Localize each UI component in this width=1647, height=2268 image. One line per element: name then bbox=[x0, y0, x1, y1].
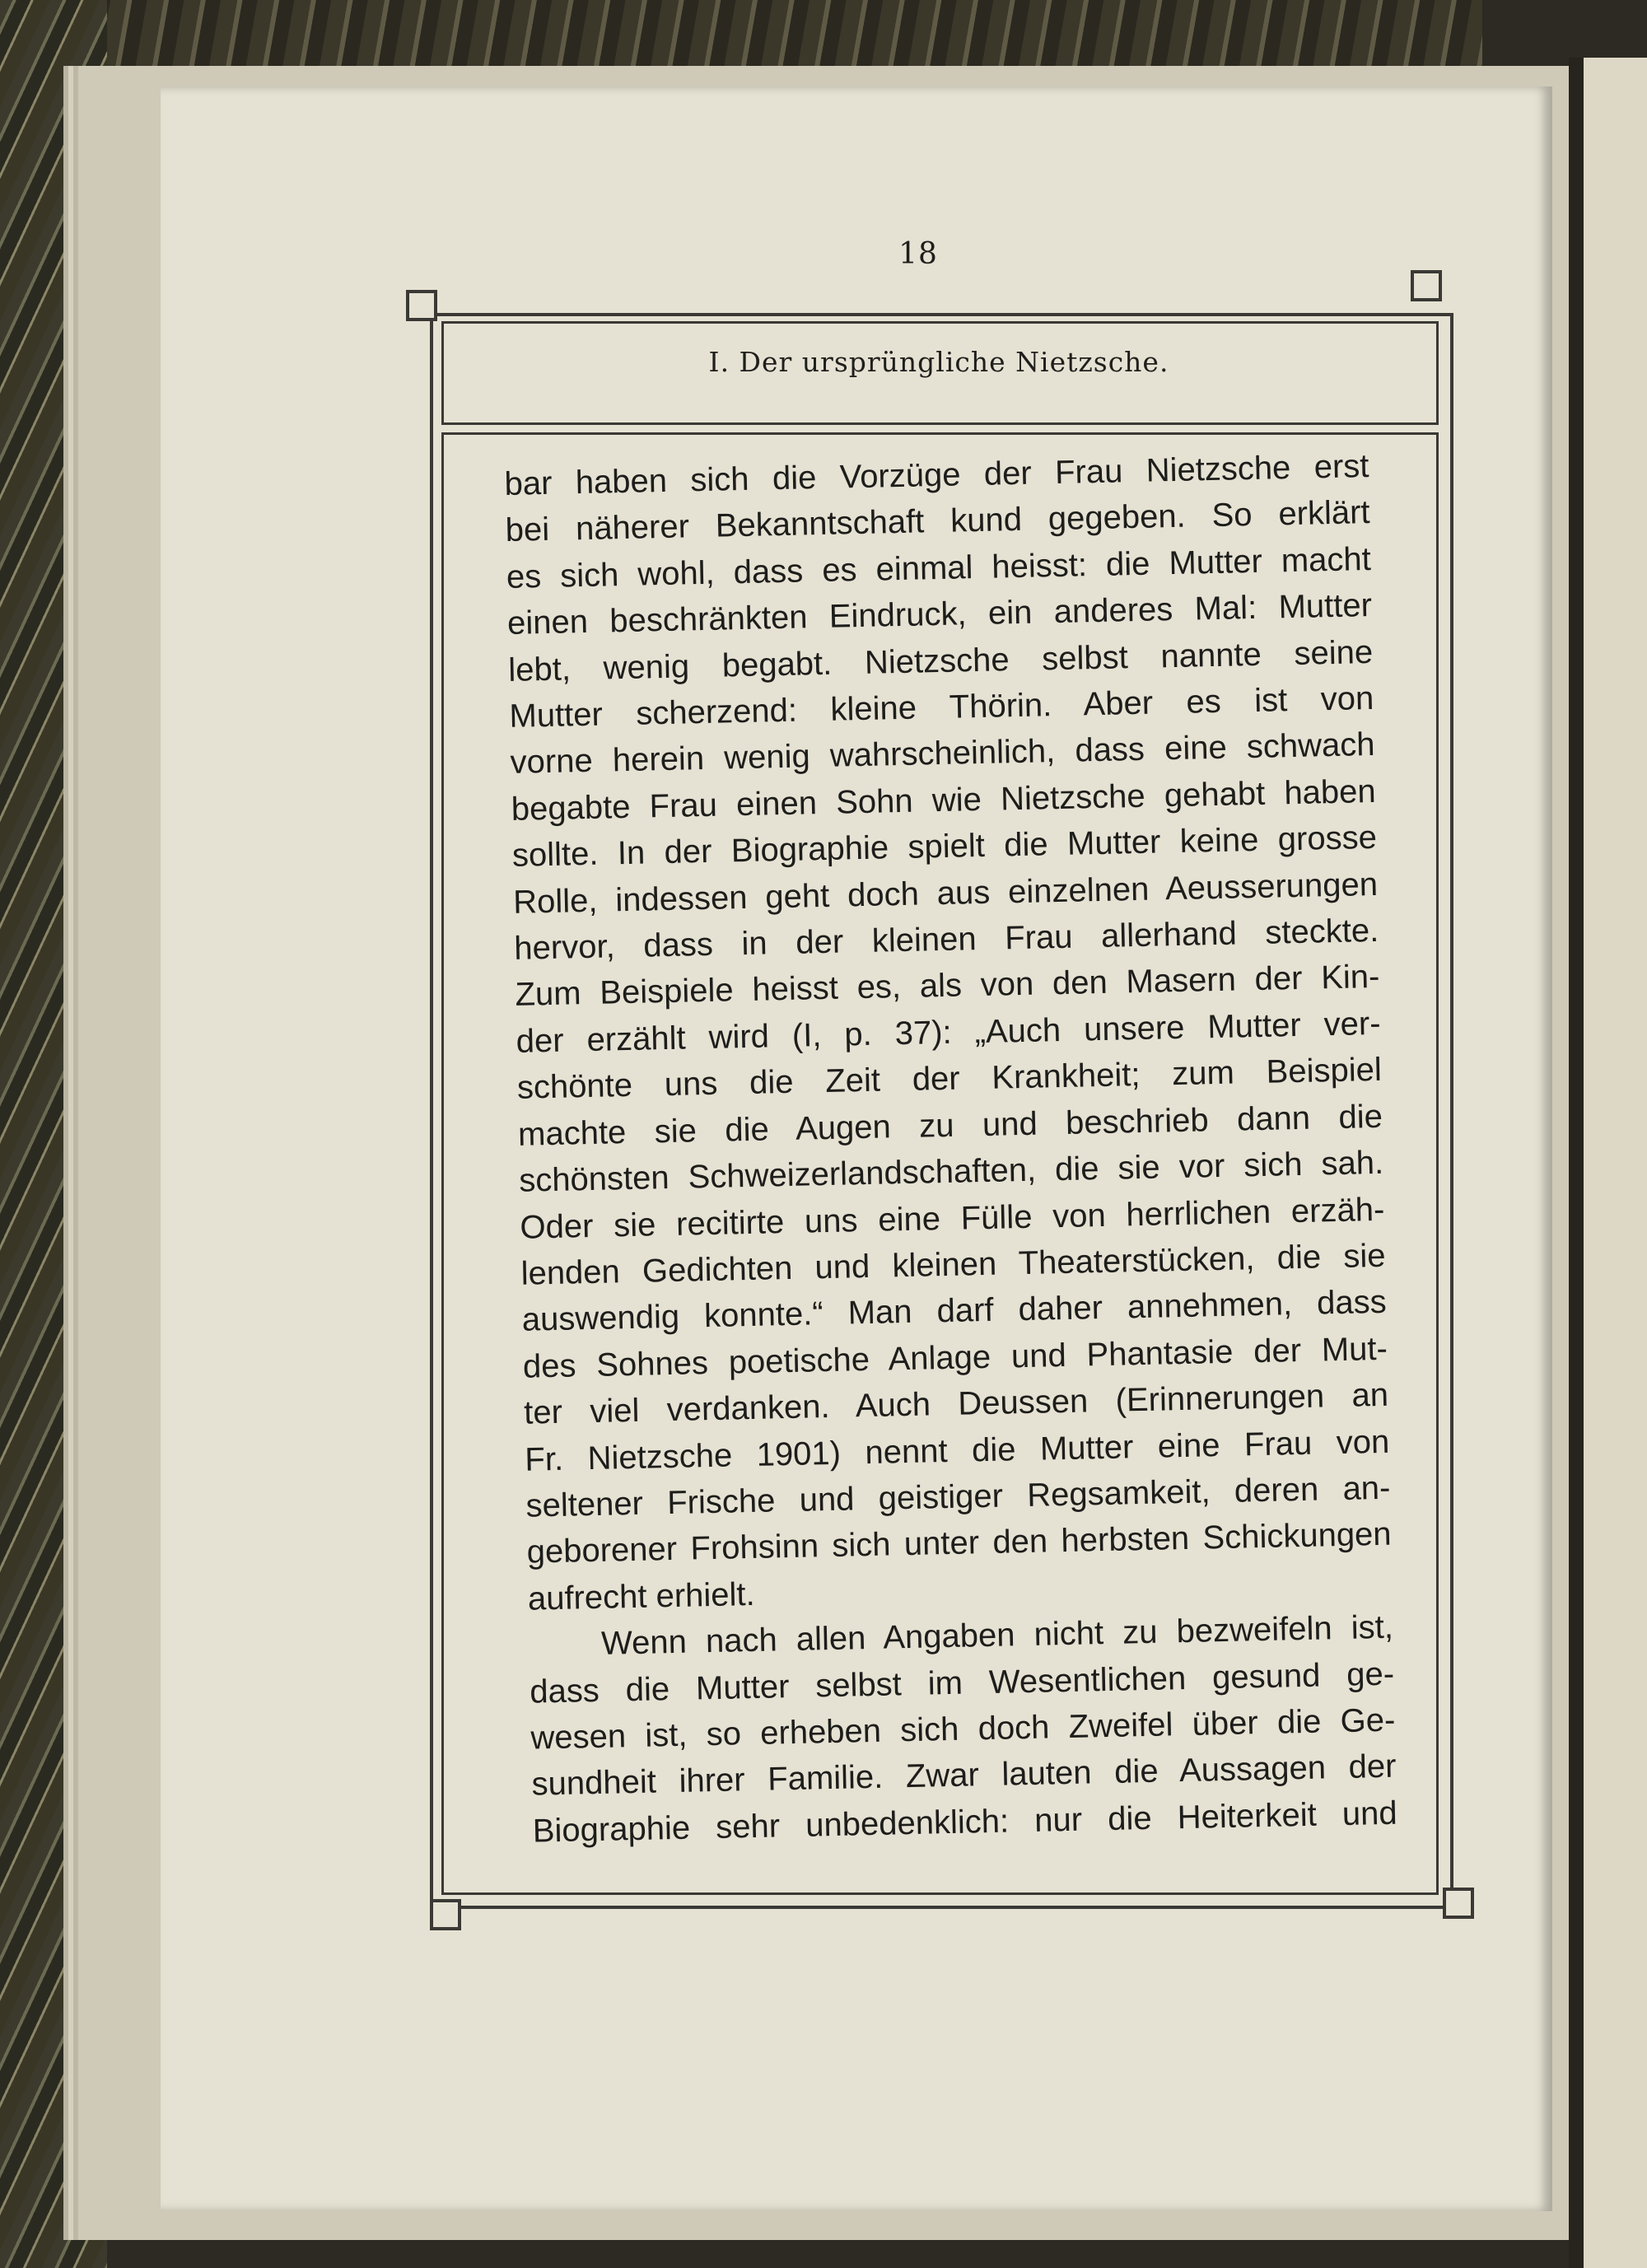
text-line: aufrecht erhielt. bbox=[527, 1575, 756, 1617]
text-line: schönsten Schweizerlandschaften, die sie vor sich sah. bbox=[518, 1144, 1384, 1199]
text-line: machte sie die Augen zu und beschrieb dann die bbox=[517, 1098, 1383, 1153]
text-line: lenden Gedichten und kleinen Theaterstücken, die sie bbox=[520, 1237, 1386, 1292]
text-line: Zum Beispiele heisst es, als von den Masern der Kin- bbox=[515, 959, 1380, 1014]
text-line: Wenn nach allen Angaben nicht zu bezweifeln ist, bbox=[600, 1608, 1394, 1662]
paragraph bbox=[504, 443, 1393, 1622]
text-line: sundheit ihrer Familie. Zwar lauten die Aussagen der bbox=[531, 1748, 1397, 1804]
frame-corner-ornament bbox=[1443, 1888, 1474, 1919]
frame-corner-ornament bbox=[1411, 270, 1442, 301]
text-line: bei näherer Bekanntschaft kund gegeben. So erklärt bbox=[505, 494, 1370, 549]
text-line: lebt, wenig begabt. Nietzsche selbst nannte seine bbox=[507, 633, 1374, 688]
body-text bbox=[504, 443, 1397, 1855]
text-line: der erzählt wird (I, p. 37): „Auch unsere Mutter ver- bbox=[516, 1005, 1381, 1060]
text-line: Mutter scherzend: kleine Thörin. Aber es ist von bbox=[509, 679, 1374, 735]
facing-page-edge bbox=[1569, 58, 1647, 2268]
paragraph bbox=[529, 1604, 1398, 1855]
text-line: Biographie sehr unbedenklich: nur die Heiterkeit und bbox=[532, 1794, 1398, 1850]
page-number: 18 bbox=[898, 237, 938, 271]
text-line: bar haben sich die Vorzüge der Frau Nietzsche erst bbox=[504, 448, 1369, 502]
text-line: wesen ist, so erheben sich doch Zweifel über die Ge- bbox=[530, 1701, 1396, 1757]
text-line: Oder sie recitirte uns eine Fülle von herrlichen erzäh- bbox=[520, 1191, 1385, 1246]
running-title: I. Der ursprüngliche Nietzsche. bbox=[708, 346, 1169, 378]
text-line: vorne herein wenig wahrscheinlich, dass eine schwach bbox=[510, 726, 1375, 782]
text-line: Rolle, indessen geht doch aus einzelnen Aeusserungen bbox=[512, 866, 1379, 921]
text-line: schönte uns die Zeit der Krankheit; zum Beispiel bbox=[516, 1052, 1383, 1107]
text-line: sollte. In der Biographie spielt die Mutter keine grosse bbox=[511, 819, 1378, 875]
text-line: einen beschränkten Eindruck, ein anderes Mal: Mutter bbox=[506, 587, 1373, 642]
frame-corner-ornament bbox=[406, 290, 437, 321]
frame-corner-ornament bbox=[430, 1899, 461, 1930]
text-line: dass die Mutter selbst im Wesentlichen gesund ge- bbox=[529, 1655, 1395, 1710]
text-line: ter viel verdanken. Auch Deussen (Erinnerungen an bbox=[523, 1376, 1389, 1431]
text-line: Fr. Nietzsche 1901) nennt die Mutter eine Frau von bbox=[524, 1423, 1390, 1478]
text-line: es sich wohl, dass es einmal heisst: die Mutter macht bbox=[506, 540, 1372, 595]
text-line: hervor, dass in der kleinen Frau allerhand steckte. bbox=[513, 912, 1379, 967]
text-line: seltener Frische und geistiger Regsamkeit, deren an- bbox=[525, 1469, 1391, 1524]
text-line: geborener Frohsinn sich unter den herbsten Schickungen bbox=[526, 1516, 1392, 1571]
text-line: des Sohnes poetische Anlage und Phantasie der Mut- bbox=[522, 1330, 1388, 1385]
text-line: auswendig konnte.“ Man darf daher annehmen, dass bbox=[521, 1284, 1388, 1339]
text-line: begabte Frau einen Sohn wie Nietzsche gehabt haben bbox=[511, 772, 1377, 828]
